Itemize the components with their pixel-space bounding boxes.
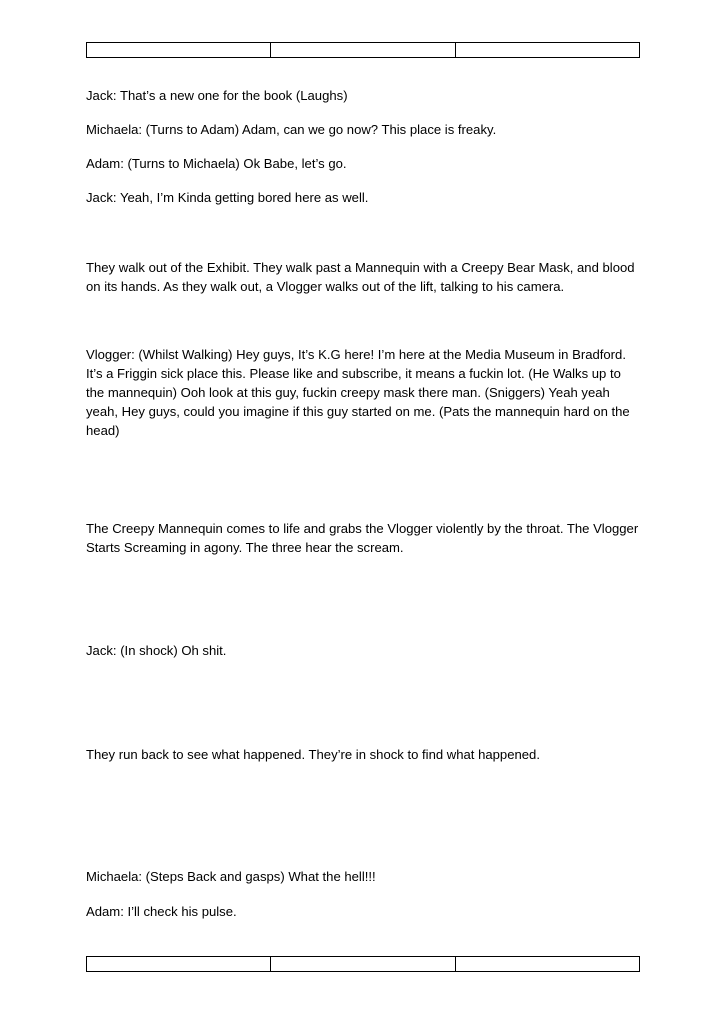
- footer-table-cell: [455, 957, 639, 971]
- footer-table-cell: [87, 957, 270, 971]
- stage-direction: The Creepy Mannequin comes to life and grabs the Vlogger violently by the throat. The Vlogger Starts Screaming in agony. The three hear the scream.: [86, 521, 639, 555]
- script-line-vlogger: Vlogger: (Whilst Walking) Hey guys, It’s K.G here! I’m here at the Media Museum in Bradford. It’s a Friggin sick place this. Please like and subscribe, it means a fuckin lot. (He Walks up to the mannequin) Ooh look at this guy, fuckin creepy mask there man. (Sniggers) Yeah yeah yeah, Hey guys, could you imagine if this guy started on me. (Pats the mannequin hard on the head): [86, 347, 630, 438]
- header-table-cell: [270, 43, 454, 57]
- script-line-jack: Jack: Yeah, I’m Kinda getting bored here as well.: [86, 190, 369, 205]
- script-line-jack: Jack: (In shock) Oh shit.: [86, 643, 227, 658]
- footer-table: [86, 956, 640, 972]
- header-table-cell: [87, 43, 270, 57]
- footer-table-cell: [270, 957, 454, 971]
- stage-direction: They run back to see what happened. They’re in shock to find what happened.: [86, 747, 540, 762]
- script-line-adam: Adam: (Turns to Michaela) Ok Babe, let’s go.: [86, 156, 347, 171]
- script-line-adam: Adam: I’ll check his pulse.: [86, 904, 237, 919]
- header-table-cell: [455, 43, 639, 57]
- script-line-michaela: Michaela: (Turns to Adam) Adam, can we go now? This place is freaky.: [86, 122, 497, 137]
- script-line-michaela: Michaela: (Steps Back and gasps) What the hell!!!: [86, 869, 376, 884]
- stage-direction: They walk out of the Exhibit. They walk past a Mannequin with a Creepy Bear Mask, and blood on its hands. As they walk out, a Vlogger walks out of the lift, talking to his camera.: [86, 260, 635, 294]
- script-line-jack: Jack: That’s a new one for the book (Laughs): [86, 88, 348, 103]
- header-table: [86, 42, 640, 58]
